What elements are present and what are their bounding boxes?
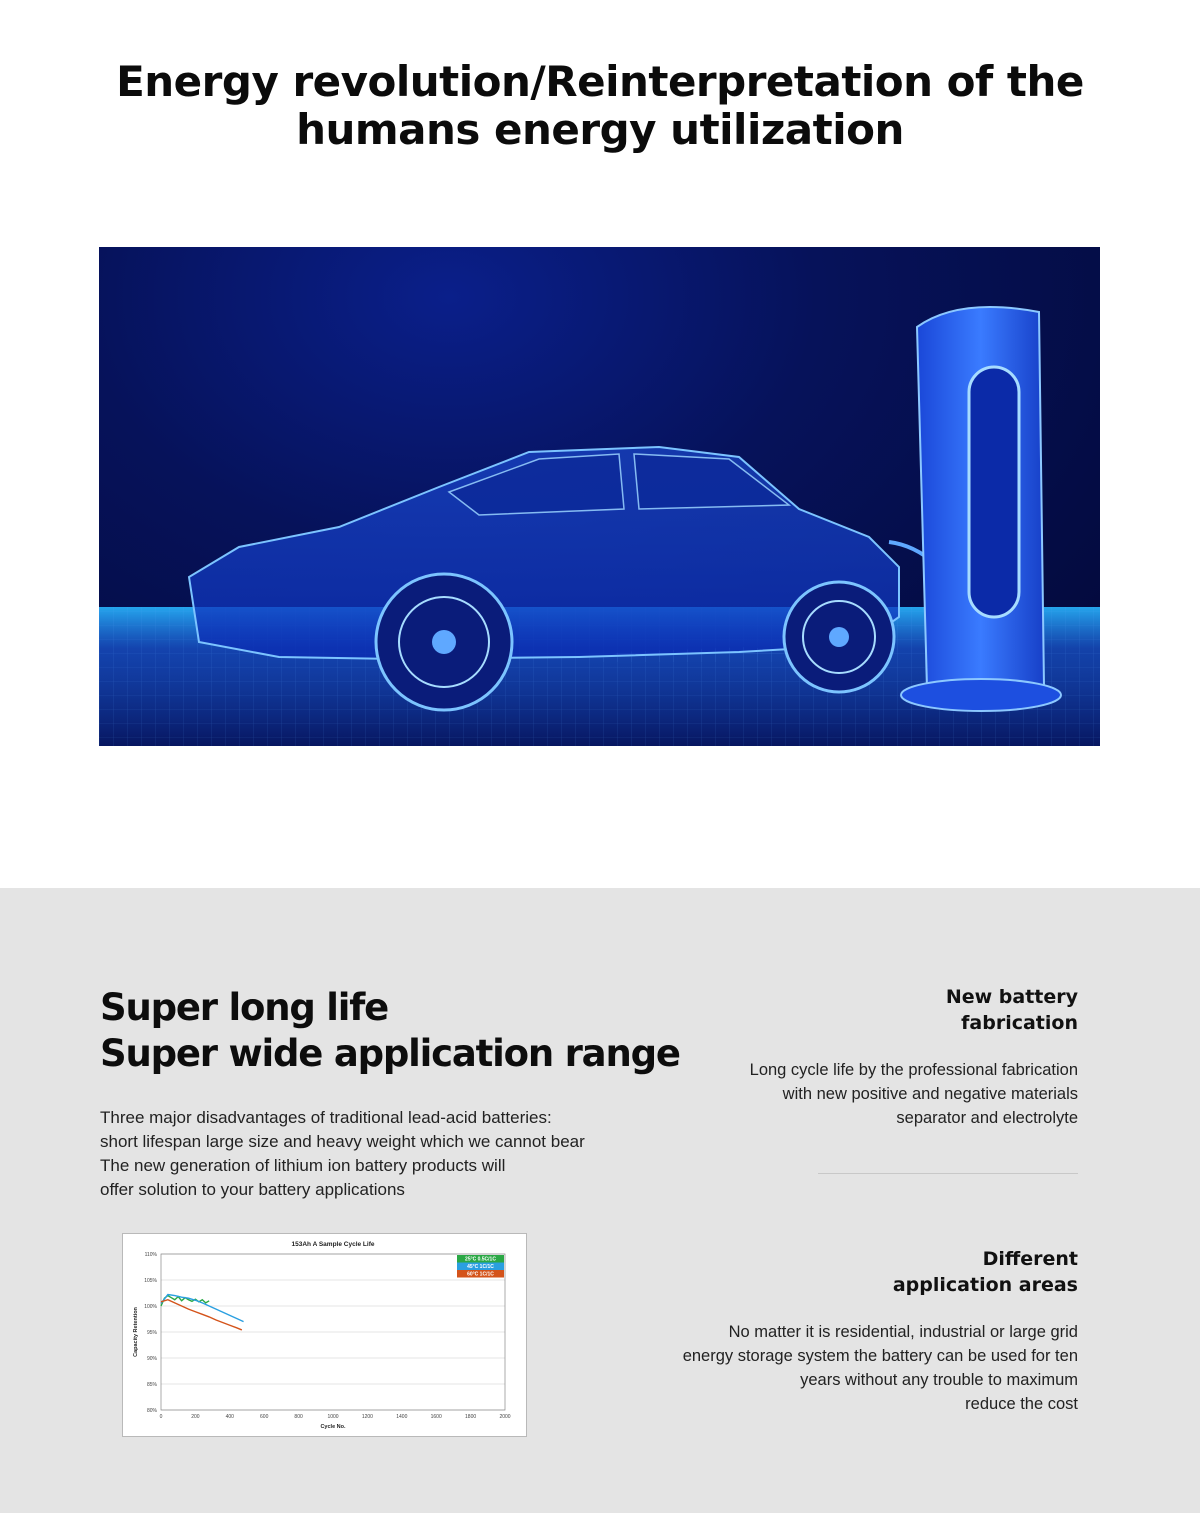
- x-tick-label: 2000: [499, 1414, 511, 1420]
- x-tick-label: 1600: [430, 1414, 442, 1420]
- y-tick-label: 80%: [146, 1408, 157, 1414]
- cycle-life-chart-svg: [123, 1234, 526, 1436]
- feature-text: [618, 1058, 1078, 1130]
- page-title: [0, 58, 1200, 154]
- feature-title: [608, 1246, 1078, 1298]
- feature-text-line: No matter it is residential, industrial or large grid: [728, 1323, 1078, 1341]
- x-tick-label: 1800: [465, 1414, 477, 1420]
- wireframe-car-illustration: [99, 247, 1100, 746]
- chart-title: 153Ah A Sample Cycle Life: [291, 1241, 375, 1248]
- feature-text-line: years without any trouble to maximum: [800, 1371, 1078, 1389]
- feature-title-line: New battery: [945, 986, 1078, 1008]
- x-axis-label: Cycle No.: [320, 1424, 346, 1430]
- section-heading-line1: Super long life: [100, 986, 389, 1029]
- x-tick-label: 1200: [361, 1414, 373, 1420]
- feature-title-line: Different: [982, 1248, 1078, 1270]
- y-axis-label: Capacity Retention: [133, 1307, 139, 1357]
- x-tick-label: 0: [159, 1414, 163, 1420]
- feature-divider: [818, 1173, 1078, 1174]
- features-section: [0, 888, 1200, 1513]
- x-tick-label: 200: [191, 1414, 200, 1420]
- y-tick-label: 110%: [144, 1252, 157, 1258]
- hero-ev-charging-image: [99, 247, 1100, 746]
- feature-text-line: reduce the cost: [965, 1395, 1078, 1413]
- x-tick-label: 600: [260, 1414, 269, 1420]
- x-tick-label: 800: [294, 1414, 303, 1420]
- cycle-life-chart: [122, 1233, 527, 1437]
- feature-application-areas: [608, 1246, 1078, 1416]
- feature-text-line: separator and electrolyte: [896, 1109, 1078, 1127]
- section-description: [100, 1106, 660, 1202]
- feature-title-line: fabrication: [961, 1012, 1078, 1034]
- section-heading-line2: Super wide application range: [100, 1032, 680, 1075]
- y-tick-label: 95%: [146, 1330, 157, 1336]
- page-title-line2: humans energy utilization: [296, 105, 904, 154]
- page-title-line1: Energy revolution/Reinterpretation of the: [116, 57, 1084, 106]
- legend-label: 25°C 0.5C/1C: [465, 1256, 496, 1263]
- y-tick-label: 100%: [144, 1304, 157, 1310]
- legend-label: 45°C 1C/1C: [467, 1264, 494, 1271]
- feature-new-battery-fabrication: [618, 984, 1078, 1130]
- description-line: The new generation of lithium ion battery products will: [100, 1156, 506, 1175]
- feature-title-line: application areas: [892, 1274, 1078, 1296]
- description-line: offer solution to your battery applications: [100, 1180, 405, 1199]
- description-line: Three major disadvantages of traditional lead-acid batteries:: [100, 1108, 552, 1127]
- description-line: short lifespan large size and heavy weight which we cannot bear: [100, 1132, 585, 1151]
- feature-title: [618, 984, 1078, 1036]
- feature-text: [608, 1320, 1078, 1416]
- x-tick-label: 1000: [327, 1414, 339, 1420]
- y-tick-label: 105%: [144, 1278, 157, 1284]
- x-tick-label: 1400: [396, 1414, 408, 1420]
- feature-text-line: Long cycle life by the professional fabrication: [749, 1061, 1078, 1079]
- y-tick-label: 85%: [146, 1382, 157, 1388]
- x-tick-label: 400: [225, 1414, 234, 1420]
- legend-label: 60°C 1C/1C: [467, 1271, 494, 1278]
- feature-text-line: with new positive and negative materials: [782, 1085, 1078, 1103]
- y-tick-label: 90%: [146, 1356, 157, 1362]
- feature-text-line: energy storage system the battery can be used for ten: [682, 1347, 1078, 1365]
